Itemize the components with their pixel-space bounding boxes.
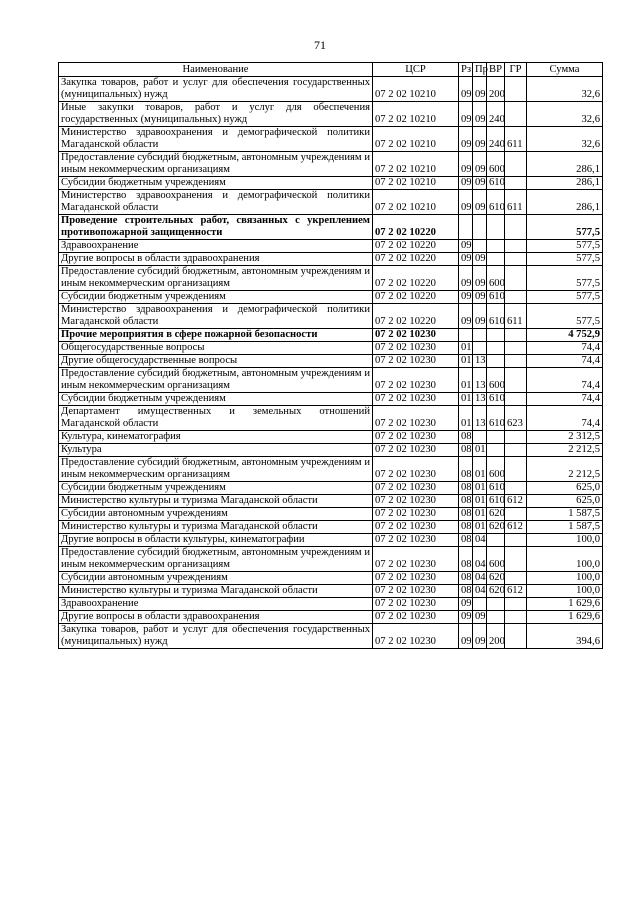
row-rz-cell: 08 xyxy=(459,508,473,521)
row-vr-cell: 620 xyxy=(487,521,505,534)
row-vr-cell xyxy=(487,598,505,611)
row-name-cell: Другие вопросы в области культуры, кинематографии xyxy=(59,534,373,547)
row-pr-cell: 09 xyxy=(473,127,487,152)
table-row xyxy=(59,215,603,240)
row-gr-cell xyxy=(505,547,527,572)
table-row xyxy=(59,355,603,368)
row-sum-cell: 1 629,6 xyxy=(527,598,603,611)
row-gr-cell xyxy=(505,508,527,521)
row-sum-cell: 577,5 xyxy=(527,240,603,253)
row-gr-cell xyxy=(505,77,527,102)
row-csr-cell: 07 2 02 10230 xyxy=(373,611,459,624)
table-row xyxy=(59,495,603,508)
row-pr-cell xyxy=(473,240,487,253)
row-name-cell: Здравоохранение xyxy=(59,598,373,611)
row-name-cell: Департамент имущественных и земельных отношений Магаданской области xyxy=(59,406,373,431)
table-row xyxy=(59,624,603,649)
row-pr-cell: 01 xyxy=(473,508,487,521)
row-sum-cell: 32,6 xyxy=(527,102,603,127)
row-gr-cell xyxy=(505,368,527,393)
row-name-cell: Культура, кинематография xyxy=(59,431,373,444)
row-csr-cell: 07 2 02 10220 xyxy=(373,304,459,329)
budget-table xyxy=(58,62,603,649)
row-rz-cell: 09 xyxy=(459,77,473,102)
header-sum: Сумма xyxy=(527,63,603,77)
row-pr-cell: 13 xyxy=(473,406,487,431)
row-gr-cell: 612 xyxy=(505,521,527,534)
row-rz-cell: 01 xyxy=(459,342,473,355)
row-vr-cell xyxy=(487,444,505,457)
table-row xyxy=(59,291,603,304)
row-pr-cell: 09 xyxy=(473,152,487,177)
row-csr-cell: 07 2 02 10230 xyxy=(373,521,459,534)
row-vr-cell: 620 xyxy=(487,508,505,521)
row-sum-cell: 1 587,5 xyxy=(527,508,603,521)
row-sum-cell: 100,0 xyxy=(527,585,603,598)
row-gr-cell xyxy=(505,329,527,342)
row-gr-cell xyxy=(505,457,527,482)
row-name-cell: Министерство культуры и туризма Магаданской области xyxy=(59,585,373,598)
row-sum-cell: 74,4 xyxy=(527,393,603,406)
row-vr-cell: 610 xyxy=(487,482,505,495)
table-row xyxy=(59,304,603,329)
row-rz-cell: 01 xyxy=(459,406,473,431)
row-vr-cell: 610 xyxy=(487,304,505,329)
table-row xyxy=(59,457,603,482)
row-name-cell: Общегосударственные вопросы xyxy=(59,342,373,355)
row-csr-cell: 07 2 02 10210 xyxy=(373,152,459,177)
row-gr-cell xyxy=(505,291,527,304)
row-vr-cell: 600 xyxy=(487,152,505,177)
row-sum-cell: 577,5 xyxy=(527,215,603,240)
row-vr-cell: 200 xyxy=(487,77,505,102)
header-csr: ЦСР xyxy=(373,63,459,77)
row-vr-cell: 600 xyxy=(487,457,505,482)
page-number: 71 xyxy=(314,38,326,52)
row-gr-cell xyxy=(505,266,527,291)
row-csr-cell: 07 2 02 10230 xyxy=(373,534,459,547)
table-row xyxy=(59,102,603,127)
row-vr-cell: 600 xyxy=(487,547,505,572)
row-rz-cell: 08 xyxy=(459,444,473,457)
row-rz-cell: 09 xyxy=(459,190,473,215)
row-rz-cell: 09 xyxy=(459,102,473,127)
row-vr-cell: 620 xyxy=(487,572,505,585)
row-pr-cell: 01 xyxy=(473,444,487,457)
row-gr-cell xyxy=(505,152,527,177)
row-vr-cell xyxy=(487,215,505,240)
row-sum-cell: 32,6 xyxy=(527,77,603,102)
table-row xyxy=(59,240,603,253)
row-sum-cell: 100,0 xyxy=(527,572,603,585)
row-name-cell: Субсидии бюджетным учреждениям xyxy=(59,291,373,304)
row-csr-cell: 07 2 02 10230 xyxy=(373,624,459,649)
row-rz-cell: 09 xyxy=(459,266,473,291)
row-csr-cell: 07 2 02 10210 xyxy=(373,102,459,127)
row-csr-cell: 07 2 02 10230 xyxy=(373,547,459,572)
row-name-cell: Другие вопросы в области здравоохранения xyxy=(59,611,373,624)
row-pr-cell xyxy=(473,431,487,444)
row-name-cell: Прочие мероприятия в сфере пожарной безопасности xyxy=(59,329,373,342)
row-sum-cell: 577,5 xyxy=(527,291,603,304)
row-rz-cell: 08 xyxy=(459,547,473,572)
row-csr-cell: 07 2 02 10230 xyxy=(373,406,459,431)
row-sum-cell: 286,1 xyxy=(527,190,603,215)
row-pr-cell: 01 xyxy=(473,457,487,482)
row-rz-cell: 08 xyxy=(459,572,473,585)
row-csr-cell: 07 2 02 10220 xyxy=(373,253,459,266)
row-csr-cell: 07 2 02 10230 xyxy=(373,585,459,598)
row-csr-cell: 07 2 02 10230 xyxy=(373,342,459,355)
table-row xyxy=(59,77,603,102)
row-sum-cell: 74,4 xyxy=(527,368,603,393)
row-csr-cell: 07 2 02 10230 xyxy=(373,482,459,495)
row-gr-cell xyxy=(505,444,527,457)
row-rz-cell: 08 xyxy=(459,585,473,598)
row-name-cell: Закупка товаров, работ и услуг для обеспечения государственных (муниципальных) нужд xyxy=(59,624,373,649)
table-row xyxy=(59,329,603,342)
row-pr-cell: 09 xyxy=(473,291,487,304)
row-vr-cell xyxy=(487,611,505,624)
table-row xyxy=(59,127,603,152)
row-gr-cell xyxy=(505,393,527,406)
row-gr-cell xyxy=(505,240,527,253)
row-csr-cell: 07 2 02 10210 xyxy=(373,77,459,102)
row-name-cell: Предоставление субсидий бюджетным, автономным учреждениям и иным некоммерческим организациям xyxy=(59,547,373,572)
row-pr-cell: 01 xyxy=(473,482,487,495)
row-vr-cell: 610 xyxy=(487,190,505,215)
table-row xyxy=(59,547,603,572)
row-gr-cell xyxy=(505,572,527,585)
row-csr-cell: 07 2 02 10230 xyxy=(373,329,459,342)
row-rz-cell: 09 xyxy=(459,611,473,624)
row-rz-cell: 09 xyxy=(459,291,473,304)
header-pr: Пр xyxy=(473,63,487,77)
row-gr-cell xyxy=(505,102,527,127)
table-row xyxy=(59,342,603,355)
row-rz-cell: 09 xyxy=(459,127,473,152)
row-sum-cell: 625,0 xyxy=(527,482,603,495)
row-sum-cell: 100,0 xyxy=(527,547,603,572)
row-vr-cell xyxy=(487,329,505,342)
row-vr-cell: 240 xyxy=(487,102,505,127)
row-pr-cell: 01 xyxy=(473,495,487,508)
header-vr: ВР xyxy=(487,63,505,77)
row-vr-cell: 600 xyxy=(487,266,505,291)
header-rz: Рз xyxy=(459,63,473,77)
row-gr-cell xyxy=(505,355,527,368)
row-pr-cell: 09 xyxy=(473,102,487,127)
row-rz-cell: 08 xyxy=(459,521,473,534)
row-name-cell: Субсидии бюджетным учреждениям xyxy=(59,177,373,190)
row-pr-cell xyxy=(473,215,487,240)
row-pr-cell xyxy=(473,598,487,611)
row-csr-cell: 07 2 02 10230 xyxy=(373,431,459,444)
row-name-cell: Субсидии бюджетным учреждениям xyxy=(59,393,373,406)
row-name-cell: Министерство здравоохранения и демографической политики Магаданской области xyxy=(59,190,373,215)
row-csr-cell: 07 2 02 10230 xyxy=(373,495,459,508)
row-vr-cell: 610 xyxy=(487,495,505,508)
row-rz-cell: 09 xyxy=(459,152,473,177)
row-csr-cell: 07 2 02 10220 xyxy=(373,266,459,291)
row-sum-cell: 4 752,9 xyxy=(527,329,603,342)
row-sum-cell: 2 212,5 xyxy=(527,457,603,482)
row-pr-cell: 09 xyxy=(473,190,487,215)
row-sum-cell: 394,6 xyxy=(527,624,603,649)
row-sum-cell: 577,5 xyxy=(527,304,603,329)
row-pr-cell: 09 xyxy=(473,77,487,102)
header-name: Наименование xyxy=(59,63,373,77)
row-rz-cell: 09 xyxy=(459,177,473,190)
table-row xyxy=(59,368,603,393)
row-rz-cell: 08 xyxy=(459,534,473,547)
row-pr-cell: 09 xyxy=(473,253,487,266)
table-row xyxy=(59,598,603,611)
row-rz-cell: 09 xyxy=(459,253,473,266)
table-row xyxy=(59,177,603,190)
row-sum-cell: 32,6 xyxy=(527,127,603,152)
row-name-cell: Другие вопросы в области здравоохранения xyxy=(59,253,373,266)
row-pr-cell: 04 xyxy=(473,547,487,572)
row-csr-cell: 07 2 02 10230 xyxy=(373,598,459,611)
row-rz-cell: 08 xyxy=(459,495,473,508)
row-name-cell: Субсидии бюджетным учреждениям xyxy=(59,482,373,495)
row-name-cell: Министерство культуры и туризма Магаданской области xyxy=(59,521,373,534)
row-name-cell: Министерство здравоохранения и демографической политики Магаданской области xyxy=(59,304,373,329)
row-csr-cell: 07 2 02 10220 xyxy=(373,291,459,304)
row-vr-cell: 610 xyxy=(487,291,505,304)
row-rz-cell: 01 xyxy=(459,355,473,368)
row-gr-cell xyxy=(505,342,527,355)
row-csr-cell: 07 2 02 10230 xyxy=(373,508,459,521)
row-rz-cell: 09 xyxy=(459,598,473,611)
row-sum-cell: 2 212,5 xyxy=(527,444,603,457)
row-name-cell: Предоставление субсидий бюджетным, автономным учреждениям и иным некоммерческим организациям xyxy=(59,457,373,482)
row-gr-cell: 623 xyxy=(505,406,527,431)
row-pr-cell: 09 xyxy=(473,177,487,190)
table-body xyxy=(59,77,603,649)
row-pr-cell: 13 xyxy=(473,393,487,406)
row-rz-cell: 09 xyxy=(459,304,473,329)
row-pr-cell: 04 xyxy=(473,572,487,585)
row-rz-cell: 08 xyxy=(459,457,473,482)
row-vr-cell: 600 xyxy=(487,368,505,393)
row-vr-cell: 610 xyxy=(487,406,505,431)
row-sum-cell: 1 629,6 xyxy=(527,611,603,624)
row-vr-cell: 610 xyxy=(487,177,505,190)
table-row xyxy=(59,508,603,521)
row-csr-cell: 07 2 02 10210 xyxy=(373,177,459,190)
table-row xyxy=(59,431,603,444)
table-row xyxy=(59,253,603,266)
row-vr-cell: 200 xyxy=(487,624,505,649)
row-vr-cell: 240 xyxy=(487,127,505,152)
row-gr-cell: 611 xyxy=(505,127,527,152)
row-sum-cell: 625,0 xyxy=(527,495,603,508)
row-csr-cell: 07 2 02 10230 xyxy=(373,457,459,482)
row-sum-cell: 1 587,5 xyxy=(527,521,603,534)
row-pr-cell: 09 xyxy=(473,611,487,624)
row-name-cell: Субсидии автономным учреждениям xyxy=(59,572,373,585)
row-rz-cell: 01 xyxy=(459,393,473,406)
row-gr-cell xyxy=(505,598,527,611)
row-vr-cell xyxy=(487,534,505,547)
table-row xyxy=(59,521,603,534)
row-csr-cell: 07 2 02 10220 xyxy=(373,215,459,240)
table-row xyxy=(59,190,603,215)
table-row xyxy=(59,482,603,495)
row-sum-cell: 74,4 xyxy=(527,406,603,431)
row-name-cell: Предоставление субсидий бюджетным, автономным учреждениям и иным некоммерческим организациям xyxy=(59,368,373,393)
row-gr-cell xyxy=(505,624,527,649)
row-csr-cell: 07 2 02 10230 xyxy=(373,393,459,406)
row-csr-cell: 07 2 02 10230 xyxy=(373,572,459,585)
row-vr-cell xyxy=(487,240,505,253)
row-gr-cell xyxy=(505,482,527,495)
table-row xyxy=(59,266,603,291)
row-vr-cell xyxy=(487,355,505,368)
row-rz-cell: 08 xyxy=(459,482,473,495)
row-gr-cell xyxy=(505,431,527,444)
table-row xyxy=(59,152,603,177)
row-pr-cell: 09 xyxy=(473,624,487,649)
row-gr-cell xyxy=(505,177,527,190)
row-name-cell: Министерство культуры и туризма Магаданской области xyxy=(59,495,373,508)
header-gr: ГР xyxy=(505,63,527,77)
row-csr-cell: 07 2 02 10230 xyxy=(373,444,459,457)
row-pr-cell xyxy=(473,342,487,355)
row-pr-cell: 13 xyxy=(473,355,487,368)
row-pr-cell: 04 xyxy=(473,585,487,598)
table-row xyxy=(59,406,603,431)
row-gr-cell xyxy=(505,253,527,266)
row-name-cell: Проведение строительных работ, связанных с укреплением противопожарной защищенности xyxy=(59,215,373,240)
row-rz-cell xyxy=(459,329,473,342)
row-pr-cell: 01 xyxy=(473,521,487,534)
row-csr-cell: 07 2 02 10220 xyxy=(373,240,459,253)
row-csr-cell: 07 2 02 10230 xyxy=(373,368,459,393)
table-row xyxy=(59,611,603,624)
table-row xyxy=(59,585,603,598)
row-rz-cell: 09 xyxy=(459,624,473,649)
row-rz-cell: 09 xyxy=(459,240,473,253)
row-rz-cell xyxy=(459,215,473,240)
row-gr-cell: 612 xyxy=(505,585,527,598)
row-pr-cell: 04 xyxy=(473,534,487,547)
row-name-cell: Предоставление субсидий бюджетным, автономным учреждениям и иным некоммерческим организациям xyxy=(59,152,373,177)
row-csr-cell: 07 2 02 10210 xyxy=(373,190,459,215)
row-vr-cell: 620 xyxy=(487,585,505,598)
row-name-cell: Субсидии автономным учреждениям xyxy=(59,508,373,521)
row-sum-cell: 74,4 xyxy=(527,355,603,368)
table-row xyxy=(59,534,603,547)
row-name-cell: Закупка товаров, работ и услуг для обеспечения государственных (муниципальных) нужд xyxy=(59,77,373,102)
row-vr-cell: 610 xyxy=(487,393,505,406)
row-pr-cell: 09 xyxy=(473,304,487,329)
table-row xyxy=(59,444,603,457)
row-pr-cell xyxy=(473,329,487,342)
row-rz-cell: 08 xyxy=(459,431,473,444)
row-gr-cell: 612 xyxy=(505,495,527,508)
row-name-cell: Предоставление субсидий бюджетным, автономным учреждениям и иным некоммерческим организациям xyxy=(59,266,373,291)
table-header-row xyxy=(59,63,603,77)
row-name-cell: Здравоохранение xyxy=(59,240,373,253)
row-csr-cell: 07 2 02 10210 xyxy=(373,127,459,152)
row-sum-cell: 286,1 xyxy=(527,152,603,177)
row-gr-cell: 611 xyxy=(505,190,527,215)
row-sum-cell: 577,5 xyxy=(527,253,603,266)
row-name-cell: Культура xyxy=(59,444,373,457)
row-name-cell: Другие общегосударственные вопросы xyxy=(59,355,373,368)
row-sum-cell: 74,4 xyxy=(527,342,603,355)
row-vr-cell xyxy=(487,342,505,355)
row-rz-cell: 01 xyxy=(459,368,473,393)
row-csr-cell: 07 2 02 10230 xyxy=(373,355,459,368)
row-gr-cell xyxy=(505,534,527,547)
row-name-cell: Иные закупки товаров, работ и услуг для обеспечения государственных (муниципальных) нужд xyxy=(59,102,373,127)
row-vr-cell xyxy=(487,431,505,444)
row-vr-cell xyxy=(487,253,505,266)
row-sum-cell: 2 312,5 xyxy=(527,431,603,444)
row-sum-cell: 100,0 xyxy=(527,534,603,547)
row-name-cell: Министерство здравоохранения и демографической политики Магаданской области xyxy=(59,127,373,152)
row-gr-cell xyxy=(505,611,527,624)
row-gr-cell: 611 xyxy=(505,304,527,329)
table-row xyxy=(59,393,603,406)
row-sum-cell: 577,5 xyxy=(527,266,603,291)
row-gr-cell xyxy=(505,215,527,240)
row-pr-cell: 13 xyxy=(473,368,487,393)
row-sum-cell: 286,1 xyxy=(527,177,603,190)
row-pr-cell: 09 xyxy=(473,266,487,291)
table-row xyxy=(59,572,603,585)
